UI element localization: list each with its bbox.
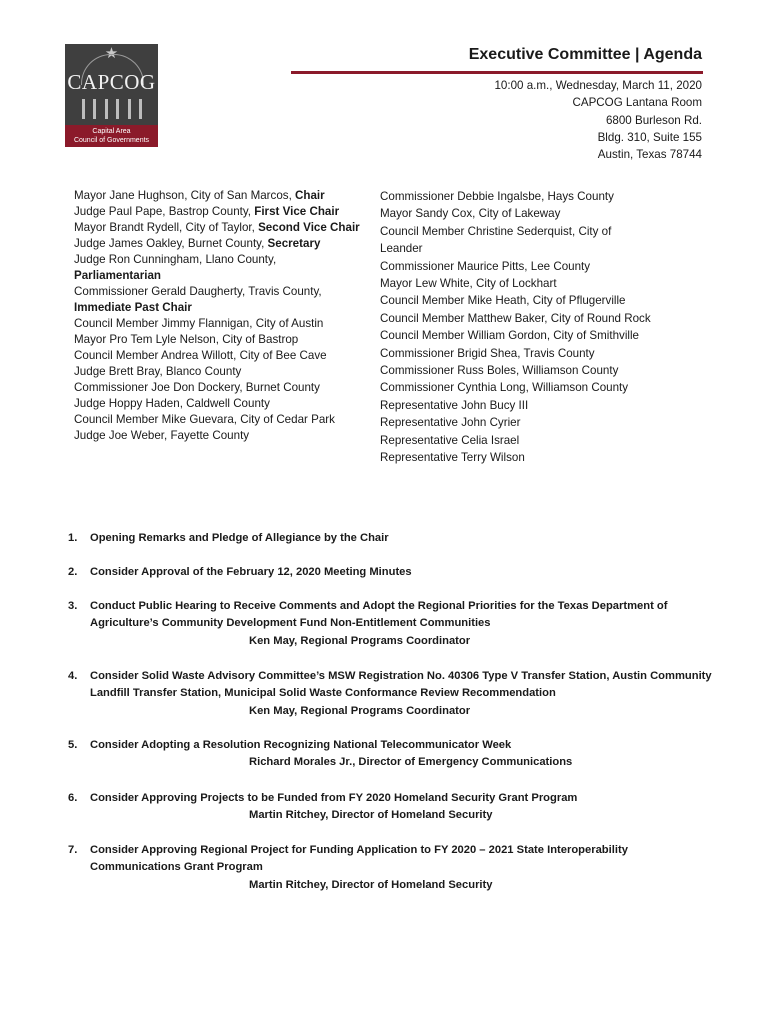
member-entry: Mayor Lew White, City of Lockhart: [380, 277, 557, 291]
column-icon: [82, 99, 85, 119]
agenda-presenter: Richard Morales Jr., Director of Emergency Communications: [249, 756, 573, 769]
member-entry: Council Member Matthew Baker, City of Round Rock: [380, 311, 651, 325]
member-entry: Representative Celia Israel: [380, 433, 520, 447]
member-entry: [74, 204, 364, 220]
member-entry: Council Member Christine Sederquist, City of Leander: [380, 224, 612, 256]
meeting-city: Austin, Texas 78744: [597, 148, 702, 162]
member-entry: Commissioner Debbie Ingalsbe, Hays County: [380, 190, 614, 203]
member-entry: Commissioner Brigid Shea, Travis County: [380, 346, 595, 360]
member-name: Judge James Oakley, Burnet County,: [74, 237, 268, 250]
logo-columns: [82, 99, 142, 119]
member-entry: Judge Brett Bray, Blanco County: [74, 365, 242, 378]
logo-subtitle-line1: Capital Area: [92, 128, 131, 135]
agenda-item-3: [68, 598, 718, 650]
member-entry: [74, 220, 364, 236]
agenda-presenter: Martin Ritchey, Director of Homeland Security: [249, 809, 493, 822]
member-entry: Representative John Cyrier: [380, 416, 521, 430]
member-role: Parliamentarian: [74, 269, 161, 282]
member-name: Commissioner Gerald Daugherty, Travis County,: [74, 285, 322, 298]
member-entry: [74, 252, 364, 284]
agenda-text: Conduct Public Hearing to Receive Comments and Adopt the Regional Priorities for the Texas Department of Agriculture’s Community Development Fund Non-Entitlement Communities: [90, 600, 668, 630]
agenda-number: 2.: [68, 566, 78, 578]
agenda-item-4: [68, 668, 718, 720]
member-entry: Representative John Bucy III: [380, 398, 529, 412]
agenda-item-5: [68, 737, 718, 772]
meeting-info: [494, 77, 702, 163]
member-entry: Council Member Mike Heath, City of Pflugerville: [380, 294, 626, 308]
agenda-text: Opening Remarks and Pledge of Allegiance by the Chair: [90, 532, 389, 544]
members-left-column: [74, 188, 364, 444]
member-role: First Vice Chair: [254, 205, 340, 218]
member-entry: Commissioner Maurice Pitts, Lee County: [380, 259, 591, 273]
star-icon: ★: [104, 45, 119, 62]
agenda-text: Consider Approval of the February 12, 2020 Meeting Minutes: [90, 566, 412, 578]
agenda-number: 4.: [68, 670, 78, 682]
agenda-item-7: [68, 842, 718, 894]
member-name: Judge Ron Cunningham, Llano County,: [74, 253, 277, 266]
member-entry: Mayor Sandy Cox, City of Lakeway: [380, 207, 561, 221]
agenda-text: Consider Approving Projects to be Funded from FY 2020 Homeland Security Grant Program: [90, 792, 578, 804]
agenda-presenter: Ken May, Regional Programs Coordinator: [249, 634, 471, 647]
meeting-street: 6800 Burleson Rd.: [605, 113, 702, 127]
agenda-item-2: [68, 564, 718, 581]
logo-name: CAPCOG: [67, 70, 156, 94]
member-entry: Commissioner Joe Don Dockery, Burnet County: [74, 381, 320, 394]
member-entry: Council Member William Gordon, City of Smithville: [380, 329, 639, 343]
member-role: Chair: [295, 189, 325, 202]
agenda-number: 1.: [68, 532, 78, 544]
agenda-presenter: Ken May, Regional Programs Coordinator: [249, 704, 471, 717]
member-entry: [74, 284, 364, 316]
title-rule: [291, 71, 703, 74]
column-icon: [139, 99, 142, 119]
member-entry: Council Member Jimmy Flannigan, City of Austin: [74, 317, 324, 330]
agenda-number: 7.: [68, 844, 78, 856]
agenda-text: Consider Solid Waste Advisory Committee’s MSW Registration No. 40306 Type V Transfer Station, Austin Community Landfill Transfer Station, Municipal Solid Waste Conformance Review Recommendation: [90, 670, 712, 700]
member-name: Mayor Brandt Rydell, City of Taylor,: [74, 221, 259, 234]
meeting-building: Bldg. 310, Suite 155: [597, 130, 702, 144]
agenda-item-6: [68, 790, 718, 825]
member-entry: Representative Terry Wilson: [380, 451, 525, 465]
meeting-room: CAPCOG Lantana Room: [572, 96, 702, 110]
logo-subtitle-line2: Council of Governments: [73, 137, 150, 144]
capcog-logo: [65, 44, 158, 147]
member-entry: [74, 188, 364, 204]
page-title: Executive Committee | Agenda: [468, 46, 702, 63]
member-entry: Mayor Pro Tem Lyle Nelson, City of Bastrop: [74, 333, 299, 346]
agenda-text: Consider Approving Regional Project for Funding Application to FY 2020 – 2021 State Interoperability Communications Grant Program: [90, 844, 628, 874]
member-entry: Commissioner Russ Boles, Williamson County: [380, 364, 619, 378]
column-icon: [128, 99, 131, 119]
member-entry: Council Member Andrea Willott, City of Bee Cave: [74, 349, 327, 362]
member-name: Judge Paul Pape, Bastrop County,: [74, 205, 255, 218]
member-entry: [74, 236, 364, 252]
agenda-number: 3.: [68, 600, 78, 612]
member-role: Secretary: [267, 237, 321, 250]
member-entry: Judge Joe Weber, Fayette County: [74, 429, 250, 442]
agenda-text: Consider Adopting a Resolution Recognizing National Telecommunicator Week: [90, 739, 512, 751]
member-entry: Commissioner Cynthia Long, Williamson County: [380, 381, 629, 395]
member-name: Mayor Jane Hughson, City of San Marcos,: [74, 189, 296, 202]
logo-subtitle: [65, 125, 158, 147]
member-role: Second Vice Chair: [258, 221, 360, 234]
member-entry: Council Member Mike Guevara, City of Cedar Park: [74, 413, 335, 426]
member-entry: Judge Hoppy Haden, Caldwell County: [74, 397, 270, 410]
agenda-item-1: [68, 530, 718, 547]
members-right-column: [380, 188, 655, 467]
column-icon: [105, 99, 108, 119]
meeting-time-date: 10:00 a.m., Wednesday, March 11, 2020: [494, 79, 702, 92]
agenda-number: 6.: [68, 792, 78, 804]
column-icon: [116, 99, 119, 119]
column-icon: [93, 99, 96, 119]
member-role: Immediate Past Chair: [74, 301, 192, 314]
agenda-number: 5.: [68, 739, 78, 751]
agenda-presenter: Martin Ritchey, Director of Homeland Security: [249, 878, 493, 891]
